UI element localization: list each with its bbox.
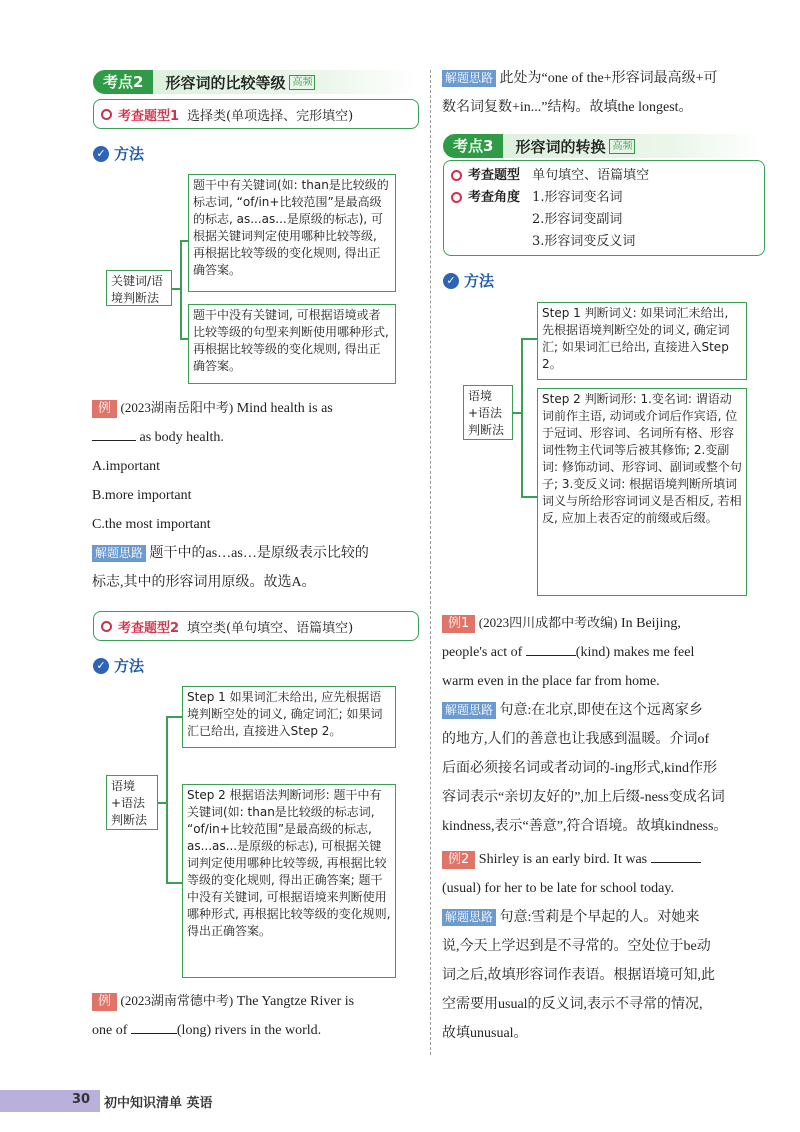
check-icon: ✓ [443, 273, 459, 289]
solution-tag: 解题思路 [92, 545, 146, 562]
frequency-badge: 高频 [289, 75, 315, 90]
solution-previous: 解题思路 此处为“one of the+形容词最高级+可 数名词复数+in...”结构。故填the longest。 [442, 71, 718, 115]
example-tag: 例2 [442, 851, 475, 869]
diagram-step1: Step 1 判断词义: 如果词汇未给出, 先根据语境判断空处的词义, 确定词汇; 如果词汇已给出, 直接进入Step 2。 [537, 302, 747, 380]
example-tag: 例1 [442, 615, 475, 633]
option-a: A.important [92, 459, 161, 474]
diagram-root: 语境+语法判断法 [106, 775, 158, 830]
type-label: 考查题型1 [118, 108, 180, 124]
method-heading-1: ✓ 方法 [93, 143, 144, 164]
answer-blank [92, 440, 136, 441]
example-2: 例 (2023湖南常德中考) The Yangtze River is one of (long) rivers in the world. [92, 993, 355, 1038]
example-tag: 例 [92, 400, 117, 418]
section-tag: 考点2 [93, 70, 153, 94]
section-title: 形容词的比较等级 [165, 73, 286, 92]
method-heading-2: ✓ 方法 [93, 655, 144, 676]
solution-tag: 解题思路 [442, 70, 496, 87]
diagram-root: 语境+语法判断法 [463, 385, 513, 440]
section-banner-2 [93, 70, 417, 94]
check-icon: ✓ [93, 146, 109, 162]
solution-tag: 解题思路 [442, 702, 496, 719]
check-icon: ✓ [93, 658, 109, 674]
option-b: B.more important [92, 488, 192, 503]
answer-blank [526, 655, 576, 656]
example-1: 例 (2023湖南岳阳中考) Mind health is as as body health. A.important B.more important C.the most important 解题思路 题干中的as…as…是原级表示比较的 标志,其中的形容词用原级。故选A。 [92, 393, 422, 597]
section-title: 形容词的转换 [515, 137, 606, 156]
solution-tag: 解题思路 [442, 909, 496, 926]
type-text: 选择类(单项选择、完形填空) [187, 108, 354, 124]
bullet-icon [451, 192, 462, 203]
diagram-step1: Step 1 如果词汇未给出, 应先根据语境判断空处的词义, 确定词汇; 如果词汇已给出, 直接进入Step 2。 [182, 686, 396, 748]
diagram-box-no-keyword: 题干中没有关键词, 可根据语境或者比较等级的句型来判断使用哪种形式, 再根据比较等级的变化规则, 得出正确答案。 [188, 304, 396, 384]
question-type-box-1 [93, 99, 419, 129]
diagram-step2: Step 2 判断词形: 1.变名词: 谓语动词前作主语, 动词或介词后作宾语, 位于冠词、形容词、名词所有格、形容词性物主代词等后被其修饰; 2.变副词: 修饰动词、形容词、副词或整个句子; 3.变反义词: 根据语境判断所填词词义与所给形容词词义是否相反, 若相反, 应加上表否定的前缀或后缀。 [537, 388, 747, 596]
method-heading-3: ✓ 方法 [443, 270, 494, 291]
diagram-root: 关键词/语境判断法 [106, 270, 172, 306]
bullet-icon [101, 109, 112, 120]
footer-title: 初中知识清单 英语 [104, 1096, 213, 1111]
example-tag: 例 [92, 993, 117, 1011]
page-number: 30 [72, 1092, 91, 1107]
info-box: 考查题型 单句填空、语篇填空 考查角度 1.形容词变名词 2.形容词变副词 3.形容词变反义词 [443, 160, 765, 256]
answer-blank [651, 862, 701, 863]
section-tag: 考点3 [443, 134, 503, 158]
example-r1: 例1 (2023四川成都中考改编) In Beijing, people's act of (kind) makes me feel warm even in the place far from home. 解题思路 句意:在北京,即使在这个远离家乡 的地方,人们的善意也让我感到温暖。介词of 后面必须接名词或者动词的-ing形式,kind作形 容词表示“亲切友好的”,加上后缀-ness变成名词 kindness,表示“善意”,符合语境。故填kindness。 [442, 615, 728, 834]
column-divider [430, 70, 431, 1055]
answer-blank [131, 1033, 177, 1034]
section-banner-3 [443, 134, 765, 158]
bullet-icon [451, 170, 462, 181]
question-type-box-2: 考查题型2 填空类(单句填空、语篇填空) [93, 611, 419, 641]
bullet-icon [101, 621, 112, 632]
frequency-badge: 高频 [609, 139, 635, 154]
option-c: C.the most important [92, 517, 211, 532]
diagram-step2: Step 2 根据语法判断词形: 题干中有关键词(如: than是比较级的标志词, “of/in+比较范围”是最高级的标志, as...as...是原级的标志), 可根据关键词判定使用哪种比较等级, 再根据比较等级的变化规则, 得出正确答案; 题干中没有关键词, 可根据语境来判断使用哪种形式, 再根据比较等级的变化规则, 得出正确答案。 [182, 784, 396, 978]
diagram-box-keyword: 题干中有关键词(如: than是比较级的标志词, “of/in+比较范围”是最高级的标志, as...as...是原级的标志), 可根据关键词判定使用哪种比较等级, 再根据比较等级的变化规则, 得出正确答案。 [188, 174, 396, 292]
example-r2: 例2 Shirley is an early bird. It was (usual) for her to be late for school today. 解题思路 句意:雪莉是个早起的人。对她来 说,今天上学迟到是不寻常的。空处位于be动 词之后,故填形容词作表语。根据语境可知,此 空需要用usual的反义词,表示不寻常的情况, 故填unusual。 [442, 852, 715, 1041]
